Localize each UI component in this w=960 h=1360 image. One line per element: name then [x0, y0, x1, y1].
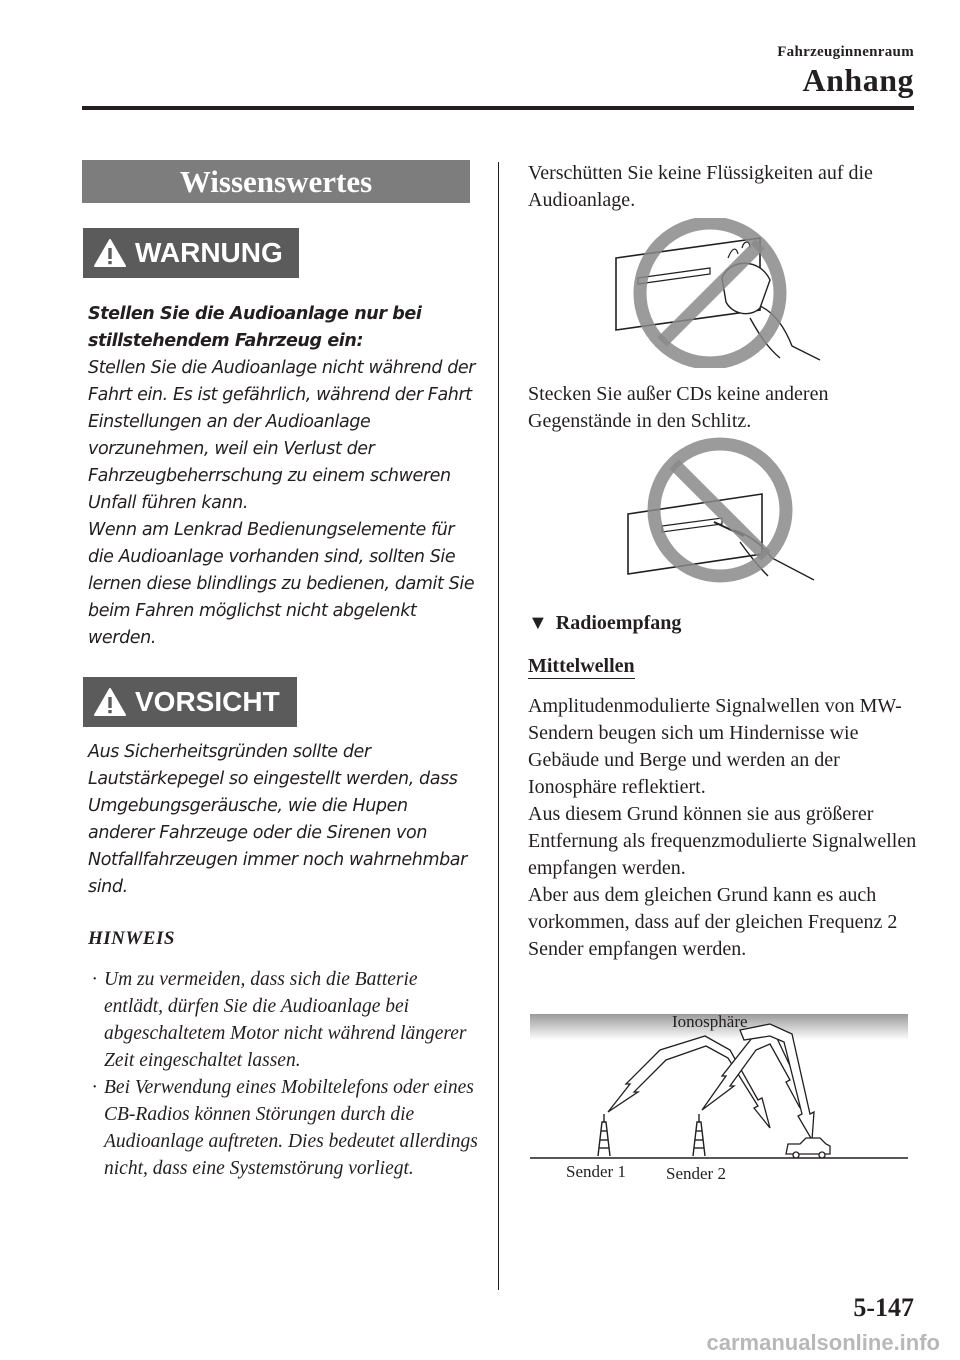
caution-label: VORSICHT [135, 686, 280, 717]
list-item [88, 966, 480, 1074]
caution-text: Aus Sicherheitsgründen sollte der Lautstärkepegel so eingestellt werden, dass Umgebungsgeräusche, wie die Hupen anderer Fahrzeuge oder die Sirenen von Notfallfahrzeugen immer noch wahrnehmbar sind. [88, 742, 467, 897]
bullet-icon: · [92, 1077, 97, 1098]
radio-heading [528, 612, 681, 635]
section-title: Wissenswertes [82, 160, 470, 203]
sender-2-label: Sender 2 [666, 1164, 726, 1183]
mw-heading [528, 655, 635, 678]
caution-badge [83, 677, 297, 727]
sender-1-label: Sender 1 [566, 1162, 626, 1181]
warning-icon [93, 238, 127, 268]
mw-paragraph-1: Amplitudenmodulierte Signalwellen von MW-Sendern beugen sich um Hindernisse wie Gebäude und Berge und werden an der Ionosphäre reflektiert. [528, 695, 902, 798]
header-rule [82, 106, 914, 110]
watermark: carmanualsonline.info [706, 1330, 940, 1355]
note-list [88, 966, 480, 1182]
bullet-icon: · [92, 969, 97, 990]
no-objects-illustration [622, 434, 822, 584]
triangle-down-icon: ▼ [528, 612, 548, 634]
mw-paragraph-3: Aber aus dem gleichen Grund kann es auch vorkommen, dass auf der gleichen Frequenz 2 Sender empfangen werden. [528, 884, 898, 960]
page-number: 5-147 [853, 1293, 914, 1322]
header-category: Fahrzeuginnenraum [777, 44, 914, 60]
warning-label: WARNUNG [135, 237, 283, 268]
list-item [88, 1074, 480, 1182]
warning-body-1: Stellen Sie die Audioanlage nicht während der Fahrt ein. Es ist gefährlich, während der Fahrt Einstellungen an der Audioanlage vorzunehmen, weil ein Verlust der Fahrzeugbeherrschung zu einem schweren Unfall führen kann. [88, 358, 476, 513]
insert-text: Stecken Sie außer CDs keine anderen Gegenstände in den Schlitz. [528, 383, 829, 432]
warning-heading: Stellen Sie die Audioanlage nur bei stillstehendem Fahrzeug ein: [88, 304, 422, 351]
ionosphere-label: Ionosphäre [672, 1012, 748, 1031]
warning-badge [83, 228, 299, 278]
note-item-text: Bei Verwendung eines Mobiltelefons oder eines CB-Radios können Störungen durch die Audioanlage auftreten. Dies bedeutet allerdings nicht, dass eine Systemstörung vorliegt. [104, 1077, 478, 1179]
warning-body-2: Wenn am Lenkrad Bedienungselemente für die Audioanlage vorhanden sind, sollten Sie lernen diese blindlings zu bedienen, damit Sie beim Fahren möglichst nicht abgelenkt werden. [88, 520, 475, 648]
mw-paragraph-2: Aus diesem Grund können sie aus größerer Entfernung als frequenzmodulierte Signalwellen empfangen werden. [528, 803, 917, 879]
warning-text [88, 301, 478, 652]
ionosphere-diagram [530, 1010, 910, 1190]
mw-heading-text: Mittelwellen [528, 655, 635, 677]
note-title: HINWEIS [88, 928, 175, 949]
caution-icon [93, 687, 127, 717]
spill-text: Verschütten Sie keine Flüssigkeiten auf die Audioanlage. [528, 162, 873, 211]
column-divider [498, 162, 499, 1290]
note-item-text: Um zu vermeiden, dass sich die Batterie entlädt, dürfen Sie die Audioanlage bei abgeschaltetem Motor nicht während längerer Zeit eingeschaltet lassen. [104, 969, 467, 1071]
mw-paragraphs [528, 693, 923, 963]
radio-heading-text: Radioempfang [555, 612, 682, 634]
header-chapter: Anhang [802, 62, 914, 98]
no-liquids-illustration [610, 218, 830, 368]
